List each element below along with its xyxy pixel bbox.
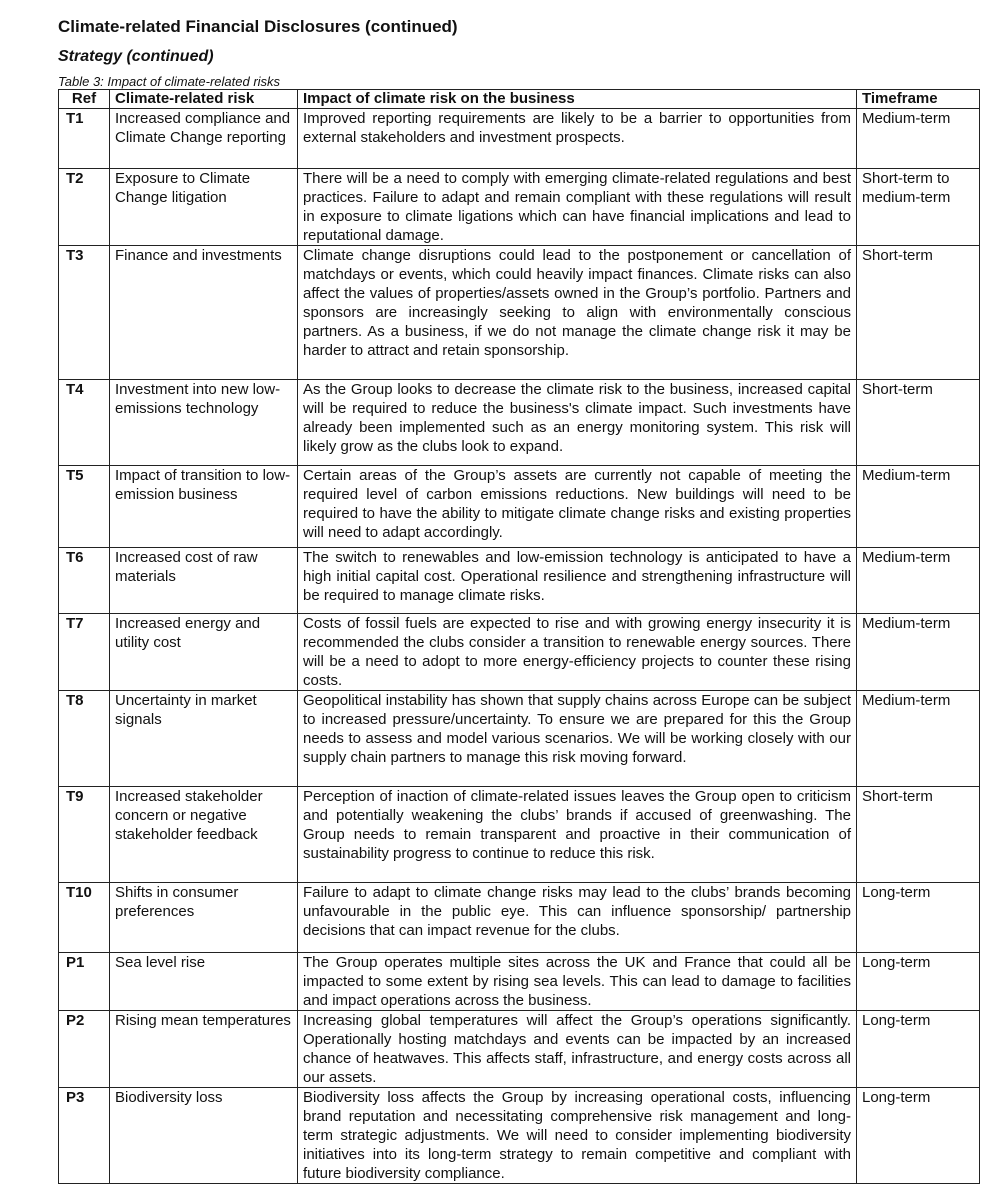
climate-risk-table xyxy=(58,89,980,1184)
column-header-impact: Impact of climate risk on the business xyxy=(298,90,857,109)
cell-risk: Uncertainty in market signals xyxy=(110,691,298,787)
cell-ref: T1 xyxy=(59,109,110,169)
cell-ref: T9 xyxy=(59,787,110,883)
cell-timeframe: Medium-term xyxy=(857,109,980,169)
cell-risk: Increased energy and utility cost xyxy=(110,614,298,691)
table-row xyxy=(59,614,980,691)
cell-risk: Shifts in consumer preferences xyxy=(110,883,298,953)
table-row xyxy=(59,466,980,548)
cell-timeframe: Short-term xyxy=(857,246,980,380)
table-row xyxy=(59,883,980,953)
column-header-timeframe: Timeframe xyxy=(857,90,980,109)
cell-risk: Increased cost of raw materials xyxy=(110,548,298,614)
cell-risk: Sea level rise xyxy=(110,953,298,1011)
cell-ref: T10 xyxy=(59,883,110,953)
table-row xyxy=(59,691,980,787)
cell-impact: Improved reporting requirements are likely to be a barrier to opportunities from external stakeholders and investment prospects. xyxy=(298,109,857,169)
section-subtitle: Strategy (continued) xyxy=(58,48,214,65)
cell-timeframe: Short-term xyxy=(857,787,980,883)
cell-timeframe: Long-term xyxy=(857,883,980,953)
cell-impact: Failure to adapt to climate change risks may lead to the clubs’ brands becoming unfavourable in the public eye. This can influence sponsorship/ partnership decisions that can impact revenue for the clubs. xyxy=(298,883,857,953)
cell-impact: Increasing global temperatures will affect the Group’s operations significantly. Operationally hosting matchdays and events can be impacted by an increased chance of heatwaves. This affects staff, infrastructure, and energy costs across all our assets. xyxy=(298,1011,857,1088)
cell-ref: T5 xyxy=(59,466,110,548)
cell-ref: P3 xyxy=(59,1088,110,1184)
table-row xyxy=(59,380,980,466)
column-header-ref: Ref xyxy=(59,90,110,109)
cell-ref: T4 xyxy=(59,380,110,466)
table-row xyxy=(59,169,980,246)
cell-risk: Exposure to Climate Change litigation xyxy=(110,169,298,246)
document-page xyxy=(58,14,980,1184)
table-header-row xyxy=(59,90,980,109)
cell-risk: Biodiversity loss xyxy=(110,1088,298,1184)
cell-ref: T3 xyxy=(59,246,110,380)
cell-timeframe: Short-term xyxy=(857,380,980,466)
cell-impact: The switch to renewables and low-emission technology is anticipated to have a high initial capital cost. Operational resilience and strengthening infrastructure will be required to manage climate risks. xyxy=(298,548,857,614)
cell-impact: Biodiversity loss affects the Group by increasing operational costs, influencing brand reputation and necessitating comprehensive risk management and long-term strategic adjustments. We will need to consider implementing biodiversity initiatives into its long-term strategy to remain competitive and compliant with future biodiversity compliance. xyxy=(298,1088,857,1184)
cell-risk: Rising mean temperatures xyxy=(110,1011,298,1088)
cell-ref: T2 xyxy=(59,169,110,246)
cell-impact: Climate change disruptions could lead to the postponement or cancellation of matchdays or events, which could heavily impact finances. Climate risks can also affect the values of properties/assets owned in the Group’s portfolio. Partners and sponsors are increasingly seeking to align with environmentally conscious partners. As a business, if we do not manage the climate change risk it may be harder to attract and retain sponsorship. xyxy=(298,246,857,380)
table-row xyxy=(59,1088,980,1184)
cell-risk: Finance and investments xyxy=(110,246,298,380)
table-caption: Table 3: Impact of climate-related risks xyxy=(58,74,281,89)
cell-impact: Geopolitical instability has shown that supply chains across Europe can be subject to increased pressure/uncertainty. To ensure we are prepared for this the Group needs to assess and model various scenarios. We will be working closely with our supply chain partners to manage this risk moving forward. xyxy=(298,691,857,787)
table-row xyxy=(59,1011,980,1088)
cell-ref: T8 xyxy=(59,691,110,787)
cell-risk: Impact of transition to low-emission business xyxy=(110,466,298,548)
cell-timeframe: Medium-term xyxy=(857,548,980,614)
cell-impact: The Group operates multiple sites across the UK and France that could all be impacted to some extent by rising sea levels. This can lead to damage to facilities and impact operations across the business. xyxy=(298,953,857,1011)
table-row xyxy=(59,787,980,883)
cell-timeframe: Short-term to medium-term xyxy=(857,169,980,246)
cell-risk: Investment into new low-emissions technology xyxy=(110,380,298,466)
cell-impact: There will be a need to comply with emerging climate-related regulations and best practices. Failure to adapt and remain compliant with these regulations will result in exposure to climate ligations which can have financial implications and lead to reputational damage. xyxy=(298,169,857,246)
cell-timeframe: Medium-term xyxy=(857,691,980,787)
cell-impact: Perception of inaction of climate-related issues leaves the Group open to criticism and potentially weakening the clubs’ brands if accused of greenwashing. The Group needs to remain transparent and proactive in their communication of sustainability progress to continue to reduce this risk. xyxy=(298,787,857,883)
cell-impact: Costs of fossil fuels are expected to rise and with growing energy insecurity it is recommended the clubs consider a transition to renewable energy sources. There will be a need to adopt to more energy-efficiency projects to counter these rising costs. xyxy=(298,614,857,691)
cell-risk: Increased compliance and Climate Change reporting xyxy=(110,109,298,169)
cell-timeframe: Long-term xyxy=(857,953,980,1011)
table-row xyxy=(59,548,980,614)
cell-ref: P1 xyxy=(59,953,110,1011)
cell-ref: T6 xyxy=(59,548,110,614)
column-header-risk: Climate-related risk xyxy=(110,90,298,109)
cell-timeframe: Long-term xyxy=(857,1011,980,1088)
cell-impact: Certain areas of the Group’s assets are currently not capable of meeting the required level of carbon emissions reductions. New buildings will need to be required to have the ability to mitigate climate change risks and existing properties will need to adapt accordingly. xyxy=(298,466,857,548)
cell-impact: As the Group looks to decrease the climate risk to the business, increased capital will be required to reduce the business's climate impact. Such investments have already been implemented such as an energy monitoring system. This risk will likely grow as the clubs look to expand. xyxy=(298,380,857,466)
page-title: Climate-related Financial Disclosures (continued) xyxy=(58,17,458,36)
cell-ref: P2 xyxy=(59,1011,110,1088)
cell-risk: Increased stakeholder concern or negative stakeholder feedback xyxy=(110,787,298,883)
cell-timeframe: Medium-term xyxy=(857,466,980,548)
table-row xyxy=(59,246,980,380)
cell-timeframe: Medium-term xyxy=(857,614,980,691)
table-row xyxy=(59,953,980,1011)
cell-timeframe: Long-term xyxy=(857,1088,980,1184)
table-row xyxy=(59,109,980,169)
cell-ref: T7 xyxy=(59,614,110,691)
